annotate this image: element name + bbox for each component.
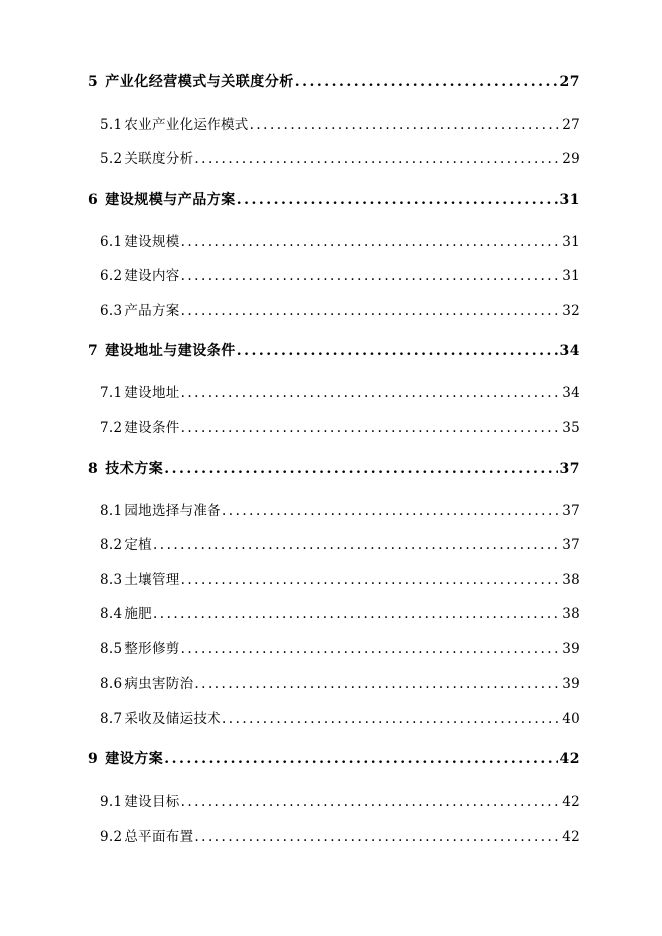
toc-section-9-1[interactable] — [100, 790, 580, 810]
toc-section-7-2[interactable] — [100, 416, 580, 436]
dot-leader — [181, 303, 561, 319]
toc-number: 6.3 — [100, 303, 123, 319]
toc-page-number: 27 — [559, 74, 580, 90]
dot-leader — [181, 641, 561, 657]
toc-number: 6.2 — [100, 268, 123, 284]
toc-section-7-1[interactable] — [100, 381, 580, 401]
toc-chapter-6[interactable] — [88, 189, 580, 209]
toc-page-number: 38 — [562, 606, 580, 622]
dot-leader — [181, 572, 561, 588]
toc-title: 整形修剪 — [124, 641, 180, 657]
toc-number: 8 — [88, 461, 99, 477]
toc-title: 关联度分析 — [124, 151, 194, 167]
toc-page-number: 31 — [559, 192, 580, 208]
toc-page-number: 37 — [562, 503, 580, 519]
toc-section-5-2[interactable] — [100, 147, 580, 167]
toc-section-5-1[interactable] — [100, 113, 580, 133]
toc-title: 土壤管理 — [124, 572, 180, 588]
toc-chapter-7[interactable] — [88, 340, 580, 360]
toc-page-number: 38 — [562, 572, 580, 588]
toc-page-number: 39 — [562, 676, 580, 692]
toc-number: 7.1 — [100, 385, 123, 401]
toc-section-6-2[interactable] — [100, 264, 580, 284]
toc-number: 8.6 — [100, 676, 123, 692]
toc-title: 定植 — [124, 537, 152, 553]
dot-leader — [237, 343, 558, 359]
toc-page-number: 34 — [559, 343, 580, 359]
toc-number: 8.4 — [100, 606, 123, 622]
toc-number: 8.2 — [100, 537, 123, 553]
dot-leader — [164, 461, 557, 477]
dot-leader — [194, 151, 560, 167]
toc-page-number: 39 — [562, 641, 580, 657]
dot-leader — [181, 234, 561, 250]
toc-title: 园地选择与准备 — [124, 503, 221, 519]
toc-title: 农业产业化运作模式 — [124, 117, 249, 133]
toc-section-8-6[interactable] — [100, 672, 580, 692]
toc-number: 8.1 — [100, 503, 123, 519]
toc-title: 建设目标 — [124, 794, 180, 810]
toc-page-number: 37 — [559, 461, 580, 477]
toc-title: 总平面布置 — [124, 829, 194, 845]
dot-leader — [181, 268, 561, 284]
toc-page-number: 27 — [562, 117, 580, 133]
toc-number: 9.2 — [100, 829, 123, 845]
toc-number: 7.2 — [100, 420, 123, 436]
toc-section-6-3[interactable] — [100, 299, 580, 319]
dot-leader — [222, 503, 560, 519]
toc-page-number: 37 — [562, 537, 580, 553]
toc-page-number: 34 — [562, 385, 580, 401]
toc-section-9-2[interactable] — [100, 825, 580, 845]
toc-page-number: 42 — [559, 751, 580, 767]
toc-page-number: 31 — [562, 234, 580, 250]
toc-title: 产品方案 — [124, 303, 180, 319]
toc-page-number: 29 — [562, 151, 580, 167]
dot-leader — [237, 192, 558, 208]
toc-title: 施肥 — [124, 606, 152, 622]
toc-chapter-9[interactable] — [88, 748, 580, 768]
toc-number: 5.1 — [100, 117, 123, 133]
dot-leader — [181, 794, 561, 810]
toc-number: 6.1 — [100, 234, 123, 250]
toc-title: 病虫害防治 — [124, 676, 194, 692]
toc-number: 6 — [88, 192, 99, 208]
toc-title: 技术方案 — [105, 461, 164, 477]
toc-section-8-4[interactable] — [100, 602, 580, 622]
toc-number: 8.3 — [100, 572, 123, 588]
dot-leader — [181, 385, 561, 401]
toc-title: 建设地址与建设条件 — [105, 343, 236, 359]
toc-chapter-5[interactable] — [88, 71, 580, 91]
toc-number: 9 — [88, 751, 99, 767]
dot-leader — [194, 829, 560, 845]
toc-title: 产业化经营模式与关联度分析 — [105, 74, 294, 90]
toc-title: 建设规模 — [124, 234, 180, 250]
toc-number: 8.7 — [100, 711, 123, 727]
toc-number: 9.1 — [100, 794, 123, 810]
toc-section-8-5[interactable] — [100, 637, 580, 657]
toc-page-number: 35 — [562, 420, 580, 436]
dot-leader — [181, 420, 561, 436]
toc-section-8-2[interactable] — [100, 533, 580, 553]
toc-section-8-1[interactable] — [100, 499, 580, 519]
dot-leader — [164, 751, 557, 767]
toc-title: 采收及储运技术 — [124, 711, 221, 727]
toc-page-number: 31 — [562, 268, 580, 284]
dot-leader — [153, 537, 560, 553]
toc-number: 5.2 — [100, 151, 123, 167]
toc-title: 建设内容 — [124, 268, 180, 284]
toc-number: 5 — [88, 74, 99, 90]
toc-page-number: 40 — [562, 711, 580, 727]
toc-title: 建设规模与产品方案 — [105, 192, 236, 208]
toc-title: 建设方案 — [105, 751, 164, 767]
toc-section-8-7[interactable] — [100, 707, 580, 727]
toc-number: 8.5 — [100, 641, 123, 657]
dot-leader — [295, 74, 558, 90]
toc-number: 7 — [88, 343, 99, 359]
toc-section-6-1[interactable] — [100, 230, 580, 250]
toc-section-8-3[interactable] — [100, 568, 580, 588]
toc-page-number: 32 — [562, 303, 580, 319]
toc-page-number: 42 — [562, 794, 580, 810]
toc-title: 建设条件 — [124, 420, 180, 436]
dot-leader — [153, 606, 560, 622]
dot-leader — [222, 711, 560, 727]
dot-leader — [194, 676, 560, 692]
toc-title: 建设地址 — [124, 385, 180, 401]
toc-chapter-8[interactable] — [88, 458, 580, 478]
toc-page-number: 42 — [562, 829, 580, 845]
dot-leader — [250, 117, 561, 133]
